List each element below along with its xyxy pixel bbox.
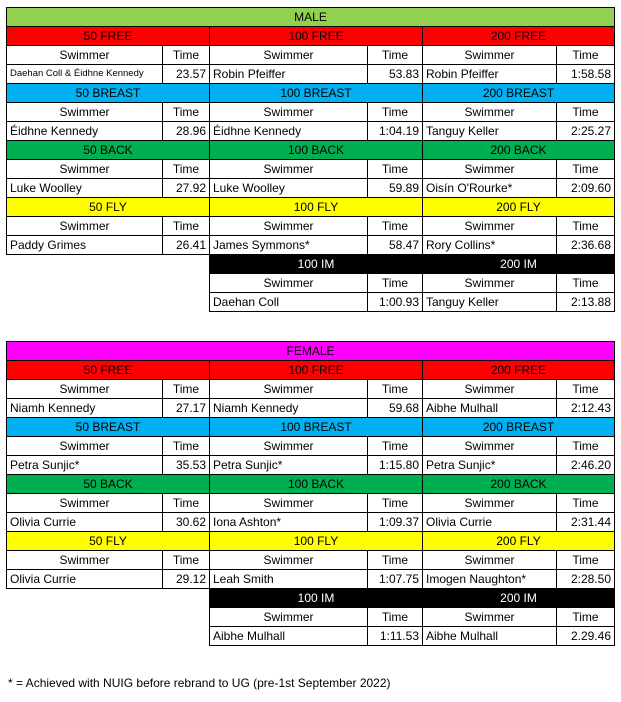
event-header-100-free: 100 FREE xyxy=(210,27,423,46)
time-column-header: Time xyxy=(163,46,210,65)
swimmer-name: James Symmons* xyxy=(210,236,368,255)
record-time: 2:13.88 xyxy=(557,293,615,312)
record-time: 35.53 xyxy=(163,456,210,475)
event-header-50-fly: 50 FLY xyxy=(7,532,210,551)
record-row xyxy=(7,122,615,141)
record-time: 26.41 xyxy=(163,236,210,255)
swimmer-column-header: Swimmer xyxy=(7,160,163,179)
male-back-event-row xyxy=(7,141,615,160)
swimmer-column-header: Swimmer xyxy=(7,217,163,236)
event-header-100-breast: 100 BREAST xyxy=(210,84,423,103)
column-header-row xyxy=(7,217,615,236)
event-header-200-breast: 200 BREAST xyxy=(423,84,615,103)
female-im-event-row xyxy=(7,589,615,608)
event-header-200-fly: 200 FLY xyxy=(423,198,615,217)
record-time: 28.96 xyxy=(163,122,210,141)
event-header-200-free: 200 FREE xyxy=(423,27,615,46)
footnote: * = Achieved with NUIG before rebrand to UG (pre-1st September 2022) xyxy=(8,676,391,690)
time-column-header: Time xyxy=(557,608,615,627)
swimmer-name: Éidhne Kennedy xyxy=(7,122,163,141)
female-back-event-row xyxy=(7,475,615,494)
time-column-header: Time xyxy=(368,608,423,627)
column-header-row xyxy=(7,608,615,627)
record-time: 53.83 xyxy=(368,65,423,84)
swimmer-column-header: Swimmer xyxy=(423,46,557,65)
swimmer-name: Petra Sunjic* xyxy=(7,456,163,475)
time-column-header: Time xyxy=(163,494,210,513)
record-row xyxy=(7,627,615,646)
swimmer-column-header: Swimmer xyxy=(7,494,163,513)
record-time: 2:09.60 xyxy=(557,179,615,198)
record-time: 2:28.50 xyxy=(557,570,615,589)
swimmer-name: Olivia Currie xyxy=(7,513,163,532)
record-row xyxy=(7,570,615,589)
time-column-header: Time xyxy=(557,494,615,513)
swimmer-name: Niamh Kennedy xyxy=(210,399,368,418)
event-header-200-im: 200 IM xyxy=(423,255,615,274)
record-time: 30.62 xyxy=(163,513,210,532)
record-time: 2:46.20 xyxy=(557,456,615,475)
time-column-header: Time xyxy=(368,494,423,513)
time-column-header: Time xyxy=(557,46,615,65)
time-column-header: Time xyxy=(557,160,615,179)
swimmer-column-header: Swimmer xyxy=(7,103,163,122)
time-column-header: Time xyxy=(368,160,423,179)
time-column-header: Time xyxy=(368,46,423,65)
swimmer-name: Aibhe Mulhall xyxy=(423,399,557,418)
swimmer-column-header: Swimmer xyxy=(423,380,557,399)
event-header-100-im: 100 IM xyxy=(210,255,423,274)
time-column-header: Time xyxy=(368,217,423,236)
event-header-50-fly: 50 FLY xyxy=(7,198,210,217)
swimmer-name: Petra Sunjic* xyxy=(210,456,368,475)
record-row xyxy=(7,513,615,532)
record-time: 2:12.43 xyxy=(557,399,615,418)
male-breast-event-row xyxy=(7,84,615,103)
swimmer-column-header: Swimmer xyxy=(210,46,368,65)
event-header-100-back: 100 BACK xyxy=(210,475,423,494)
swimmer-name: Daehan Coll & Éidhne Kennedy xyxy=(7,65,163,84)
record-time: 29.12 xyxy=(163,570,210,589)
event-header-100-breast: 100 BREAST xyxy=(210,418,423,437)
swimmer-name: Imogen Naughton* xyxy=(423,570,557,589)
column-header-row xyxy=(7,274,615,293)
record-time: 2:31.44 xyxy=(557,513,615,532)
column-header-row xyxy=(7,46,615,65)
event-header-200-free: 200 FREE xyxy=(423,361,615,380)
swimmer-column-header: Swimmer xyxy=(423,274,557,293)
swimmer-name: Leah Smith xyxy=(210,570,368,589)
swimmer-name: Daehan Coll xyxy=(210,293,368,312)
swimmer-name: Tanguy Keller xyxy=(423,293,557,312)
male-free-event-row xyxy=(7,27,615,46)
time-column-header: Time xyxy=(557,551,615,570)
swimmer-column-header: Swimmer xyxy=(423,494,557,513)
empty-cell xyxy=(7,608,210,627)
event-header-200-fly: 200 FLY xyxy=(423,532,615,551)
event-header-100-back: 100 BACK xyxy=(210,141,423,160)
time-column-header: Time xyxy=(557,380,615,399)
swimmer-column-header: Swimmer xyxy=(423,551,557,570)
record-time: 59.89 xyxy=(368,179,423,198)
empty-cell xyxy=(7,293,210,312)
event-header-200-breast: 200 BREAST xyxy=(423,418,615,437)
female-breast-event-row xyxy=(7,418,615,437)
record-time: 2.29.46 xyxy=(557,627,615,646)
record-time: 2:25.27 xyxy=(557,122,615,141)
swimmer-column-header: Swimmer xyxy=(7,380,163,399)
record-time: 1:04.19 xyxy=(368,122,423,141)
female-records-table xyxy=(6,341,615,646)
swimmer-column-header: Swimmer xyxy=(210,160,368,179)
male-fly-event-row xyxy=(7,198,615,217)
swimmer-name: Luke Woolley xyxy=(210,179,368,198)
swimmer-name: Aibhe Mulhall xyxy=(423,627,557,646)
swimmer-column-header: Swimmer xyxy=(423,160,557,179)
record-time: 2:36.68 xyxy=(557,236,615,255)
column-header-row xyxy=(7,160,615,179)
empty-cell xyxy=(7,274,210,293)
event-header-100-free: 100 FREE xyxy=(210,361,423,380)
swimmer-column-header: Swimmer xyxy=(210,494,368,513)
event-header-50-free: 50 FREE xyxy=(7,27,210,46)
event-header-200-back: 200 BACK xyxy=(423,475,615,494)
female-free-event-row xyxy=(7,361,615,380)
record-row xyxy=(7,456,615,475)
empty-cell xyxy=(7,589,210,608)
event-header-100-im: 100 IM xyxy=(210,589,423,608)
female-banner: FEMALE xyxy=(7,342,615,361)
time-column-header: Time xyxy=(557,103,615,122)
column-header-row xyxy=(7,551,615,570)
column-header-row xyxy=(7,437,615,456)
swimmer-column-header: Swimmer xyxy=(210,103,368,122)
time-column-header: Time xyxy=(163,160,210,179)
record-time: 1:09.37 xyxy=(368,513,423,532)
swimmer-name: Tanguy Keller xyxy=(423,122,557,141)
time-column-header: Time xyxy=(368,103,423,122)
swimmer-name: Petra Sunjic* xyxy=(423,456,557,475)
time-column-header: Time xyxy=(368,437,423,456)
swimmer-column-header: Swimmer xyxy=(210,551,368,570)
time-column-header: Time xyxy=(368,551,423,570)
male-banner: MALE xyxy=(7,8,615,27)
swimmer-column-header: Swimmer xyxy=(7,437,163,456)
swimmer-name: Robin Pfeiffer xyxy=(210,65,368,84)
time-column-header: Time xyxy=(163,217,210,236)
column-header-row xyxy=(7,380,615,399)
swimmer-column-header: Swimmer xyxy=(210,217,368,236)
female-fly-event-row xyxy=(7,532,615,551)
record-row xyxy=(7,399,615,418)
swimmer-column-header: Swimmer xyxy=(210,274,368,293)
time-column-header: Time xyxy=(163,103,210,122)
time-column-header: Time xyxy=(368,380,423,399)
record-time: 1:11.53 xyxy=(368,627,423,646)
male-banner-row xyxy=(7,8,615,27)
event-header-200-back: 200 BACK xyxy=(423,141,615,160)
swimmer-column-header: Swimmer xyxy=(423,103,557,122)
swimmer-name: Iona Ashton* xyxy=(210,513,368,532)
record-row xyxy=(7,293,615,312)
record-time: 1:58.58 xyxy=(557,65,615,84)
empty-cell xyxy=(7,255,210,274)
event-header-100-fly: 100 FLY xyxy=(210,532,423,551)
swimmer-column-header: Swimmer xyxy=(210,608,368,627)
record-time: 59.68 xyxy=(368,399,423,418)
event-header-100-fly: 100 FLY xyxy=(210,198,423,217)
record-time: 27.17 xyxy=(163,399,210,418)
event-header-50-breast: 50 BREAST xyxy=(7,84,210,103)
swimmer-name: Robin Pfeiffer xyxy=(423,65,557,84)
swimmer-name: Oisín O'Rourke* xyxy=(423,179,557,198)
column-header-row xyxy=(7,494,615,513)
record-row xyxy=(7,65,615,84)
swimmer-name: Aibhe Mulhall xyxy=(210,627,368,646)
record-time: 27.92 xyxy=(163,179,210,198)
swimmer-column-header: Swimmer xyxy=(423,608,557,627)
male-im-event-row xyxy=(7,255,615,274)
swimmer-column-header: Swimmer xyxy=(210,437,368,456)
female-banner-row xyxy=(7,342,615,361)
swimmer-name: Olivia Currie xyxy=(423,513,557,532)
event-header-200-im: 200 IM xyxy=(423,589,615,608)
time-column-header: Time xyxy=(368,274,423,293)
male-records-table xyxy=(6,7,615,312)
time-column-header: Time xyxy=(163,437,210,456)
record-time: 1:07.75 xyxy=(368,570,423,589)
swimmer-column-header: Swimmer xyxy=(7,551,163,570)
event-header-50-free: 50 FREE xyxy=(7,361,210,380)
swimmer-name: Éidhne Kennedy xyxy=(210,122,368,141)
swimmer-name: Olivia Currie xyxy=(7,570,163,589)
swimmer-column-header: Swimmer xyxy=(423,217,557,236)
swimmer-name: Paddy Grimes xyxy=(7,236,163,255)
swimmer-column-header: Swimmer xyxy=(210,380,368,399)
event-header-50-back: 50 BACK xyxy=(7,475,210,494)
swimmer-column-header: Swimmer xyxy=(7,46,163,65)
time-column-header: Time xyxy=(557,217,615,236)
record-time: 23.57 xyxy=(163,65,210,84)
swimmer-column-header: Swimmer xyxy=(423,437,557,456)
record-time: 1:15.80 xyxy=(368,456,423,475)
record-row xyxy=(7,179,615,198)
record-time: 58.47 xyxy=(368,236,423,255)
empty-cell xyxy=(7,627,210,646)
column-header-row xyxy=(7,103,615,122)
event-header-50-back: 50 BACK xyxy=(7,141,210,160)
time-column-header: Time xyxy=(557,274,615,293)
record-row xyxy=(7,236,615,255)
swimmer-name: Luke Woolley xyxy=(7,179,163,198)
record-time: 1:00.93 xyxy=(368,293,423,312)
time-column-header: Time xyxy=(163,551,210,570)
swimmer-name: Rory Collins* xyxy=(423,236,557,255)
time-column-header: Time xyxy=(163,380,210,399)
event-header-50-breast: 50 BREAST xyxy=(7,418,210,437)
swimmer-name: Niamh Kennedy xyxy=(7,399,163,418)
time-column-header: Time xyxy=(557,437,615,456)
